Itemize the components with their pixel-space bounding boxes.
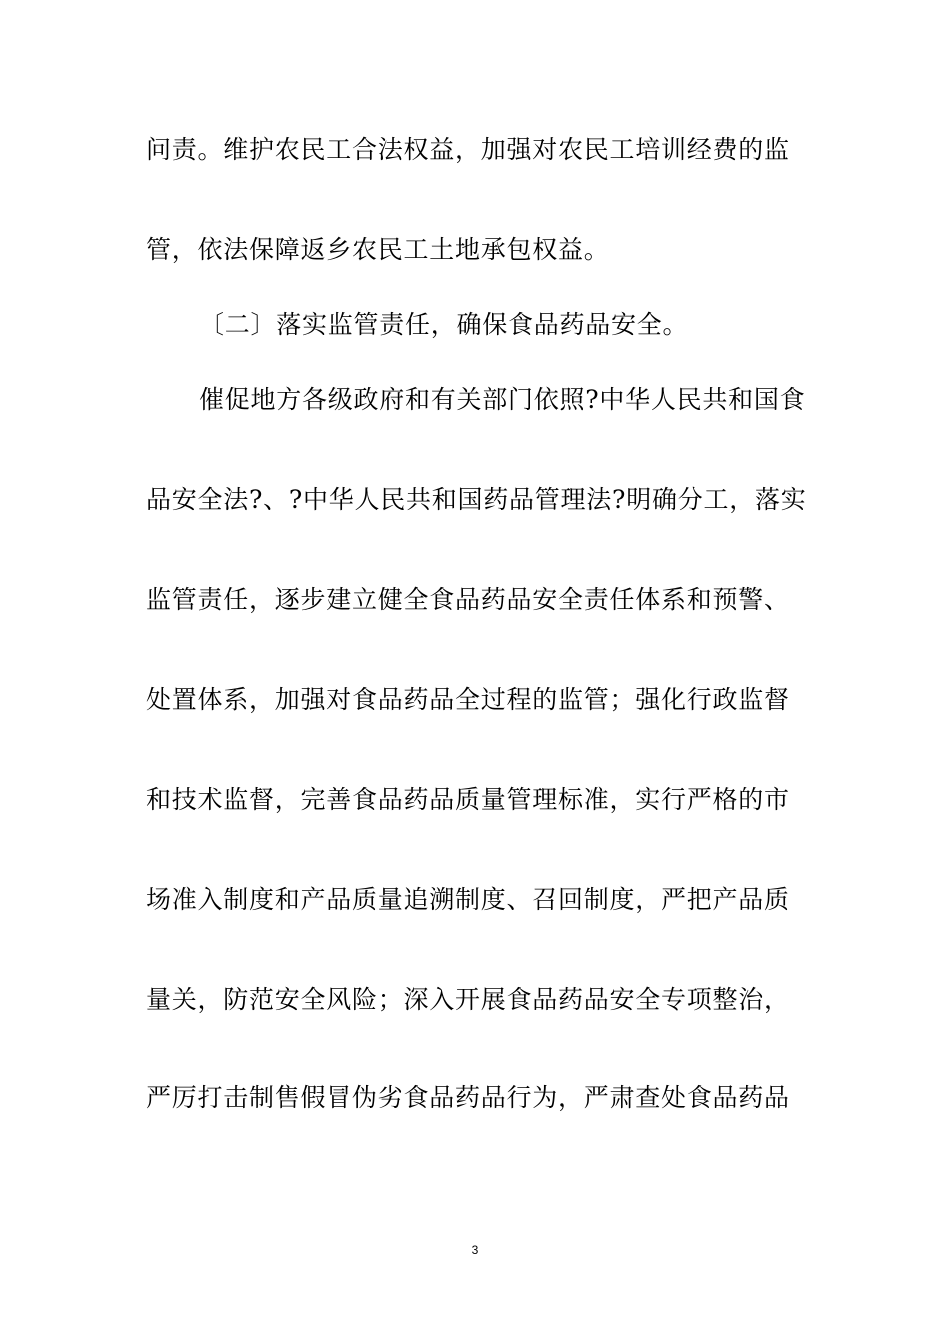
body-text-line: 场准入制度和产品质量追溯制度、召回制度，严把产品质 (146, 885, 790, 914)
section-heading: 〔二〕落实监管责任，确保食品药品安全。 (199, 310, 689, 339)
body-text-line: 管，依法保障返乡农民工土地承包权益。 (146, 235, 610, 264)
body-text-line: 处置体系，加强对食品药品全过程的监管；强化行政监督 (146, 685, 790, 714)
body-text-line: 监管责任，逐步建立健全食品药品安全责任体系和预警、 (146, 585, 790, 614)
body-text-line: 品安全法?、?中华人民共和国药品管理法?明确分工，落实 (146, 485, 807, 514)
body-text-line: 问责。维护农民工合法权益，加强对农民工培训经费的监 (146, 135, 790, 164)
body-text-line: 严厉打击制售假冒伪劣食品药品行为，严肃查处食品药品 (146, 1083, 790, 1112)
body-text-line: 和技术监督，完善食品药品质量管理标准，实行严格的市 (146, 785, 790, 814)
body-text-line: 量关，防范安全风险；深入开展食品药品安全专项整治， (146, 985, 790, 1014)
paragraph-first-line: 催促地方各级政府和有关部门依照?中华人民共和国食 (199, 385, 806, 414)
page-number: 3 (471, 1243, 479, 1257)
